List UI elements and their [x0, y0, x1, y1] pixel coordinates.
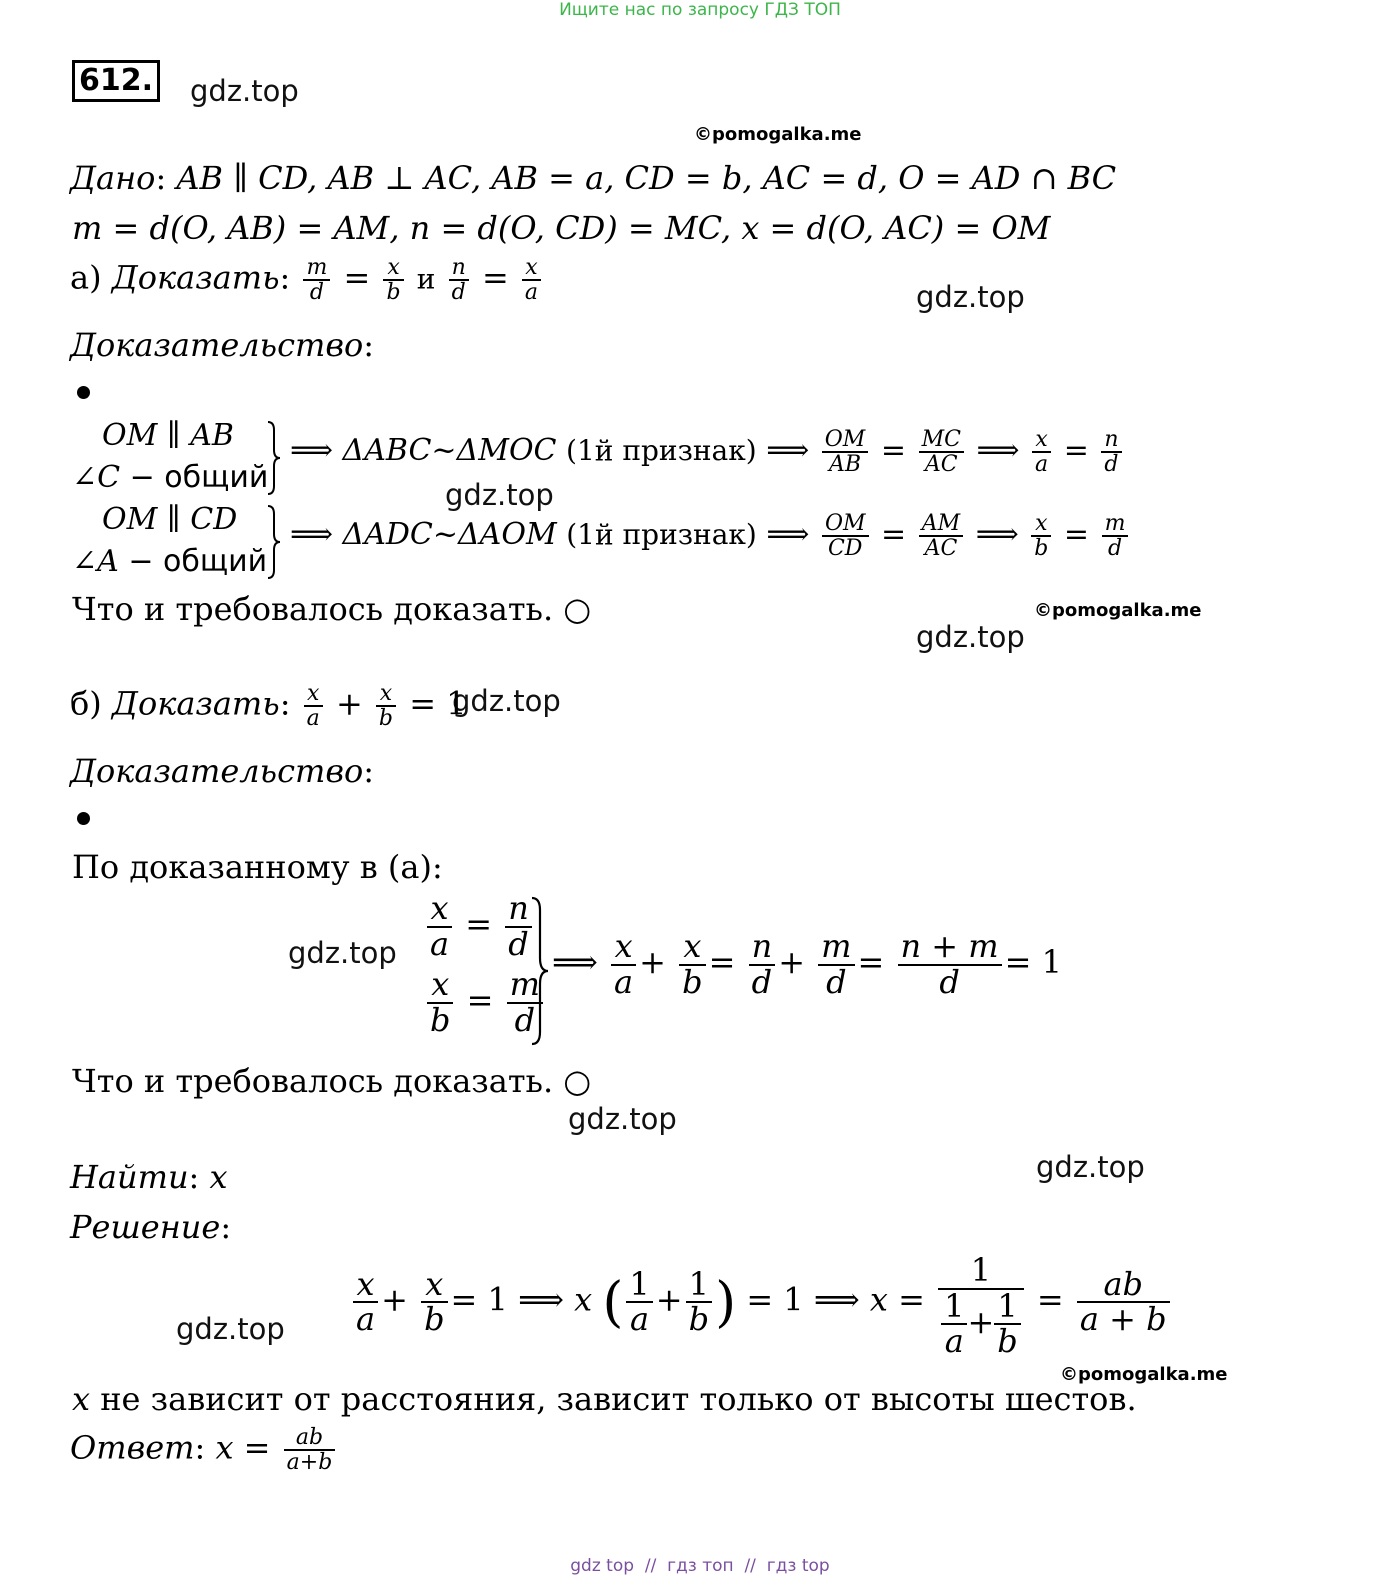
- fraction: $\frac{x}{b}$: [376, 682, 396, 730]
- prove-label: Доказать: [111, 258, 280, 297]
- sys1-line2: ∠C − общий: [72, 460, 269, 495]
- fraction: $\frac{1}{a}$: [626, 1268, 652, 1337]
- watermark: gdz.top: [190, 74, 299, 108]
- fraction: $\frac{AM}{AC}$: [919, 512, 963, 560]
- fraction: $\frac{n}{d}$: [505, 892, 532, 961]
- fraction: $\frac{m}{d}$: [303, 256, 330, 304]
- sys2-line1: OM ∥ CD: [102, 502, 238, 537]
- part-b-prefix: б): [70, 684, 102, 723]
- sys1-line1: OM ∥ AB: [102, 418, 234, 453]
- bullet: [77, 386, 90, 399]
- proof-label-a: Доказательство:: [70, 326, 375, 364]
- part-a-prefix: а): [70, 258, 102, 297]
- part-b-prove: б) Доказать: $\frac{x}{a}$ + $\frac{x}{b}$ = 1: [70, 681, 467, 732]
- fraction: $\frac{ab}{a + b}$: [1077, 1268, 1170, 1337]
- fraction: $\frac{n}{d}$: [749, 930, 776, 999]
- solution-label: Решение:: [70, 1208, 232, 1246]
- copyright: ©pomogalka.me: [1034, 600, 1202, 621]
- fraction: $\frac{x}{b}$: [421, 1268, 447, 1337]
- fraction: $\frac{x}{a}$: [353, 1268, 378, 1337]
- fraction: $\frac{ab}{a+b}$: [284, 1426, 336, 1474]
- watermark: gdz.top: [176, 1312, 285, 1346]
- given-line-1: Дано: AB ∥ CD, AB ⊥ AC, AB = a, CD = b, AC = d, O = AD ∩ BC: [70, 159, 1117, 197]
- proof-label-b: Доказательство:: [70, 752, 375, 790]
- watermark: gdz.top: [288, 936, 397, 970]
- top-banner[interactable]: Ищите нас по запросу ГДЗ ТОП: [559, 0, 841, 20]
- bullet: [77, 812, 90, 825]
- qed-a: Что и требовалось доказать. ○: [72, 590, 592, 628]
- fraction: $\frac{x}{a}$: [1032, 428, 1051, 476]
- conclusion: x не зависит от расстояния, зависит только от высоты шестов.: [72, 1380, 1137, 1418]
- watermark: gdz.top: [916, 280, 1025, 314]
- task-number: 612.: [72, 60, 160, 102]
- solution-equation: $\frac{x}{a}$ + $\frac{x}{b}$ = 1 ⟹ x ( $\frac{1}{a}$ + $\frac{1}{b}$ ) = 1 ⟹ x = 1 $\frac{1}{a}$ + $\frac{1}{b}$ = $\frac{ab}{a + b}$: [350, 1254, 1173, 1359]
- fraction: $\frac{MC}{AC}$: [919, 428, 964, 476]
- fraction: $\frac{x}{b}$: [679, 930, 705, 999]
- fraction: $\frac{x}{b}$: [383, 256, 403, 304]
- given-conditions: AB ∥ CD, AB ⊥ AC, AB = a, CD = b, AC = d, O = AD ∩ BC: [176, 159, 1117, 197]
- answer: Ответ: x = $\frac{ab}{a+b}$: [70, 1426, 338, 1474]
- fraction: $\frac{n}{d}$: [449, 256, 469, 304]
- fraction: $\frac{OM}{AB}$: [822, 428, 869, 476]
- qed-b: Что и требовалось доказать. ○: [72, 1062, 592, 1100]
- conjunction: и: [416, 262, 436, 296]
- fraction: $\frac{x}{a}$: [304, 682, 323, 730]
- fraction: $\frac{1}{b}$: [686, 1268, 712, 1337]
- sys1-conclusion: ⟹ ΔABC~ΔMOC (1й признак) ⟹ $\frac{OM}{AB}$ = $\frac{MC}{AC}$ ⟹ $\frac{x}{a}$ = $\frac{n}{d}$: [290, 428, 1125, 476]
- part-b-result: ⟹ $\frac{x}{a}$ + $\frac{x}{b}$ = $\frac{n}{d}$ + $\frac{m}{d}$ = $\frac{n + m}{d}$ = 1: [552, 927, 1062, 1001]
- watermark: gdz.top: [445, 478, 554, 512]
- copyright: ©pomogalka.me: [694, 124, 862, 145]
- copyright: ©pomogalka.me: [1060, 1364, 1228, 1385]
- part-a-prove: а) Доказать: $\frac{m}{d}$ = $\frac{x}{b}$ и $\frac{n}{d}$ = $\frac{x}{a}$: [70, 256, 544, 304]
- given-line-2: m = d(O, AB) = AM, n = d(O, CD) = MC, x = d(O, AC) = OM: [72, 209, 1051, 247]
- right-brace: [266, 420, 282, 496]
- given-label: Дано: [70, 159, 156, 197]
- fraction: $\frac{x}{b}$: [427, 968, 453, 1037]
- fraction: $\frac{x}{a}$: [522, 256, 541, 304]
- sys2-conclusion: ⟹ ΔADC~ΔAOM (1й признак) ⟹ $\frac{OM}{CD}$ = $\frac{AM}{AC}$ ⟹ $\frac{x}{b}$ = $\frac{m}{d}$: [290, 512, 1131, 560]
- by-proven: По доказанному в (а):: [72, 848, 443, 886]
- fraction: $\frac{x}{a}$: [611, 930, 636, 999]
- footer-links[interactable]: gdz top // гдз топ // гдз top: [570, 1556, 830, 1576]
- sys2-line2: ∠A − общий: [72, 544, 268, 579]
- fraction: $\frac{x}{b}$: [1031, 512, 1051, 560]
- fraction: $\frac{n + m}{d}$: [898, 930, 1002, 999]
- fraction: $\frac{m}{d}$: [1102, 512, 1129, 560]
- watermark: gdz.top: [568, 1102, 677, 1136]
- fraction: $\frac{OM}{CD}$: [822, 512, 869, 560]
- prove-label: Доказать: [111, 684, 280, 723]
- fraction: $\frac{m}{d}$: [507, 968, 543, 1037]
- watermark: gdz.top: [452, 684, 561, 718]
- watermark: gdz.top: [1036, 1150, 1145, 1184]
- right-brace: [266, 504, 282, 580]
- right-brace: [530, 896, 550, 1046]
- fraction: $\frac{m}{d}$: [818, 930, 854, 999]
- fraction: 1 $\frac{1}{a}$ + $\frac{1}{b}$: [938, 1254, 1024, 1359]
- fraction: $\frac{x}{a}$: [427, 892, 452, 961]
- fraction: $\frac{n}{d}$: [1101, 428, 1121, 476]
- watermark: gdz.top: [916, 620, 1025, 654]
- find-line: Найти: x: [70, 1158, 228, 1196]
